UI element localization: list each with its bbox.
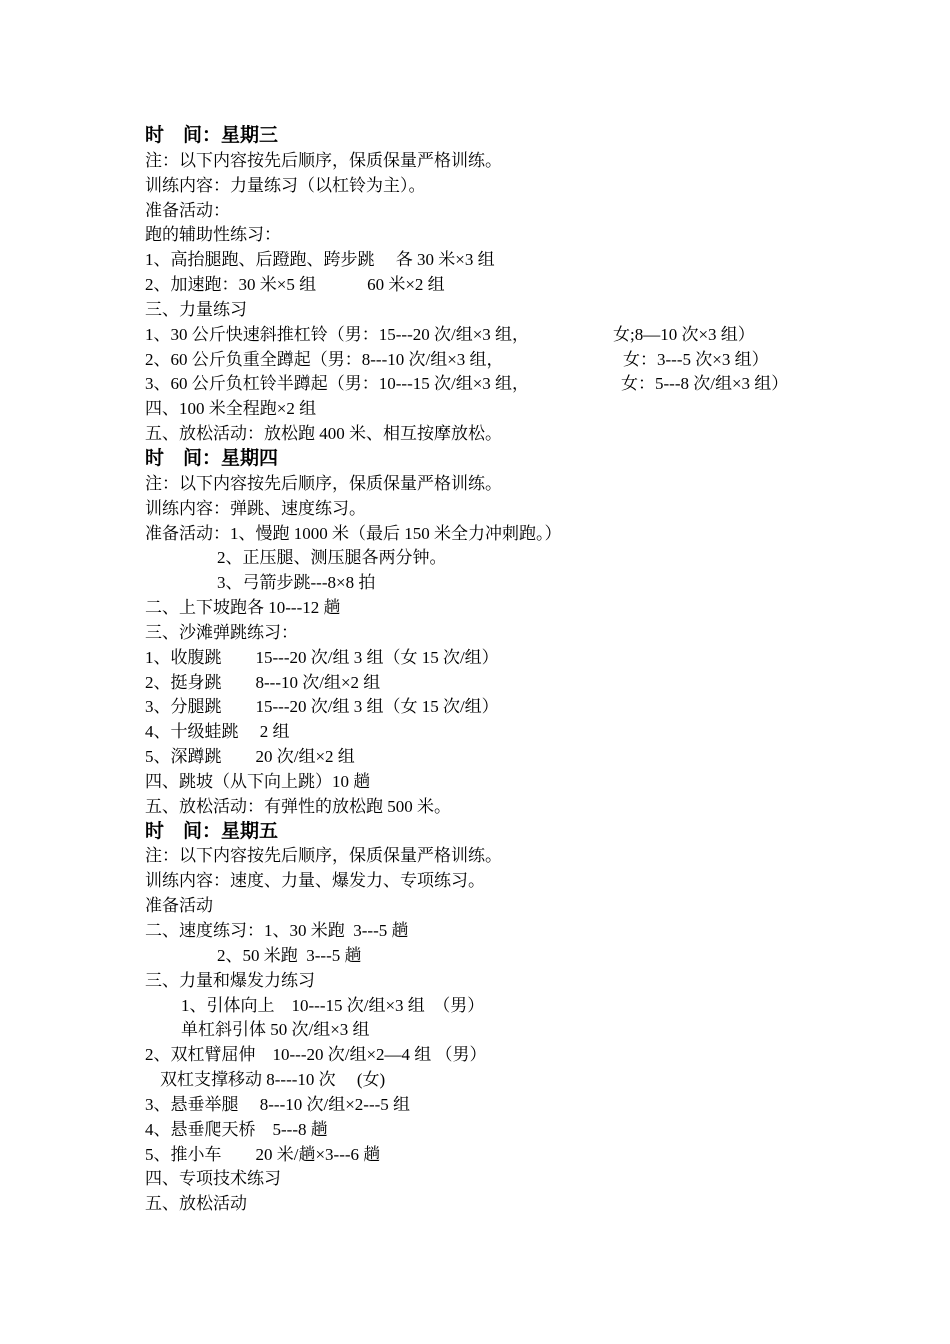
strength-item-male: 3、60 公斤负杠铃半蹲起（男：10---15 次/组×3 组， <box>145 374 530 394</box>
beach-item: 5、深蹲跳 20 次/组×2 组 <box>145 747 355 767</box>
power-item: 4、悬垂爬天桥 5---8 趟 <box>145 1119 328 1139</box>
content-line: 训练内容：弹跳、速度练习。 <box>145 498 366 518</box>
power-title: 三、力量和爆发力练习 <box>145 970 315 990</box>
strength-item <box>145 372 885 397</box>
drill-item: 1、高抬腿跑、后蹬跑、跨步跳 各 30 米×3 组 <box>145 250 495 270</box>
strength-title: 三、力量练习 <box>145 299 247 319</box>
strength-item-female: 女：5---8 次/组×3 组） <box>621 374 789 394</box>
prep-line: 准备活动：1、慢跑 1000 米（最后 150 米全力冲刺跑。） <box>145 523 562 543</box>
beach-item: 2、挺身跳 8---10 次/组×2 组 <box>145 672 381 692</box>
strength-item <box>145 323 885 348</box>
section-heading-friday: 时 间：星期五 <box>145 820 279 842</box>
section-heading-thursday: 时 间：星期四 <box>145 447 279 469</box>
technique-line: 四、专项技术练习 <box>145 1169 281 1189</box>
document-page <box>145 124 885 1217</box>
strength-item <box>145 348 885 373</box>
power-item: 2、双杠臂屈伸 10---20 次/组×2—4 组 （男） <box>145 1045 487 1065</box>
relax-line: 五、放松活动 <box>145 1194 247 1214</box>
speed-line: 二、速度练习：1、30 米跑 3---5 趟 <box>145 921 409 940</box>
power-item: 3、悬垂举腿 8---10 次/组×2---5 组 <box>145 1094 411 1114</box>
speed-line: 2、50 米跑 3---5 趟 <box>217 945 362 965</box>
strength-item-male: 2、60 公斤负重全蹲起（男：8---10 次/组×3 组， <box>145 349 504 369</box>
prep-line: 2、正压腿、测压腿各两分钟。 <box>217 548 447 568</box>
beach-title: 三、沙滩弹跳练习： <box>145 622 298 642</box>
run-line: 四、100 米全程跑×2 组 <box>145 399 317 419</box>
power-item: 1、引体向上 10---15 次/组×3 组 （男） <box>181 995 485 1015</box>
beach-item: 4、十级蛙跳 2 组 <box>145 722 290 742</box>
prep-line: 准备活动： <box>145 200 230 220</box>
strength-item-female: 女;8—10 次×3 组） <box>613 324 755 344</box>
slope-line: 二、上下坡跑各 10---12 趟 <box>145 598 341 618</box>
prep-line: 准备活动 <box>145 896 213 916</box>
beach-item: 3、分腿跳 15---20 次/组 3 组（女 15 次/组） <box>145 697 499 717</box>
relax-line: 五、放松活动：有弹性的放松跑 500 米。 <box>145 796 451 816</box>
note-line: 注：以下内容按先后顺序，保质保量严格训练。 <box>145 473 502 493</box>
strength-item-male: 1、30 公斤快速斜推杠铃（男：15---20 次/组×3 组， <box>145 324 530 344</box>
power-item: 5、推小车 20 米/趟×3---6 趟 <box>145 1144 381 1164</box>
drill-item: 2、加速跑：30 米×5 组 60 米×2 组 <box>145 275 445 295</box>
beach-item: 1、收腹跳 15---20 次/组 3 组（女 15 次/组） <box>145 647 499 667</box>
drills-title: 跑的辅助性练习： <box>145 225 281 245</box>
content-line: 训练内容：力量练习（以杠铃为主）。 <box>145 175 426 195</box>
content-line: 训练内容：速度、力量、爆发力、专项练习。 <box>145 871 485 891</box>
section-heading-wednesday: 时 间：星期三 <box>145 125 279 146</box>
relax-line: 五、放松活动：放松跑 400 米、相互按摩放松。 <box>145 424 502 444</box>
note-line: 注：以下内容按先后顺序，保质保量严格训练。 <box>145 150 502 170</box>
strength-item-female: 女：3---5 次×3 组） <box>623 349 769 369</box>
power-item: 单杠斜引体 50 次/组×3 组 <box>181 1020 370 1040</box>
power-item: 双杠支撑移动 8----10 次 (女) <box>160 1070 386 1090</box>
note-line: 注：以下内容按先后顺序，保质保量严格训练。 <box>145 846 502 866</box>
prep-line: 3、弓箭步跳---8×8 拍 <box>217 573 376 593</box>
jump-slope-line: 四、跳坡（从下向上跳）10 趟 <box>145 771 371 791</box>
